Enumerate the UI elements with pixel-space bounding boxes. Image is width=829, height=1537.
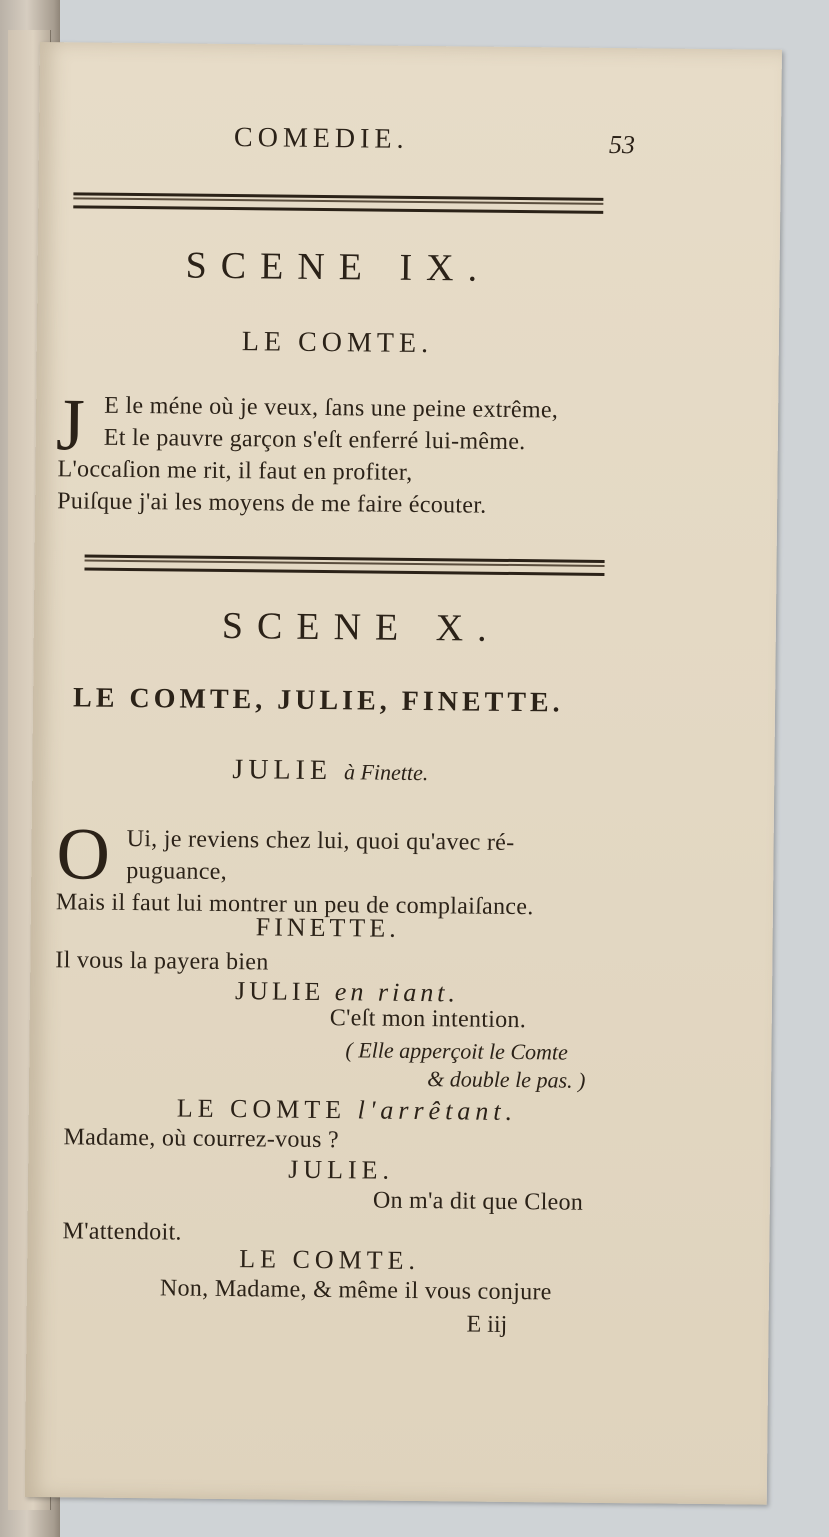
page-number: 53 bbox=[608, 129, 636, 160]
verse-line: Madame, où courrez-vous ? bbox=[63, 1124, 340, 1154]
speaker-name: LE COMTE bbox=[176, 1093, 347, 1125]
character-list: LE COMTE, JULIE, FINETTE. bbox=[72, 682, 564, 719]
speaker-heading: LE COMTE. bbox=[241, 326, 434, 360]
speaker-heading: LE COMTE. bbox=[239, 1244, 421, 1276]
speaker-heading: FINETTE. bbox=[255, 912, 400, 943]
verse-line: Mais il faut lui montrer un peu de complaiſance. bbox=[55, 889, 534, 921]
stage-direction: l'arrêtant. bbox=[357, 1095, 518, 1127]
verse-line: E le méne où je veux, ſans une peine extrême, bbox=[104, 392, 559, 424]
scene-title: SCENE IX. bbox=[185, 244, 492, 290]
verse-line: Ui, je reviens chez lui, quoi qu'avec ré- bbox=[126, 825, 515, 857]
stage-direction: à Finette. bbox=[343, 759, 429, 786]
verse-line: On m'a dit que Cleon bbox=[372, 1187, 584, 1216]
stage-direction: ( Elle apperçoit le Comte bbox=[345, 1037, 568, 1065]
verse-line: Puiſque j'ai les moyens de me faire écouter. bbox=[57, 488, 487, 519]
ornamental-rule bbox=[73, 192, 603, 214]
drop-cap: O bbox=[56, 813, 111, 896]
speaker-heading: JULIE. bbox=[288, 1154, 395, 1185]
running-head: COMEDIE. bbox=[233, 122, 409, 155]
speaker-name: JULIE bbox=[232, 754, 333, 787]
signature-mark: E iij bbox=[466, 1311, 508, 1338]
drop-cap: J bbox=[55, 384, 86, 467]
verse-line: L'occaſion me rit, il faut en profiter, bbox=[57, 456, 413, 486]
scene-title: SCENE X. bbox=[221, 604, 501, 650]
verse-line: Il vous la payera bien bbox=[55, 947, 269, 976]
stage-direction: & double le pas. ) bbox=[427, 1066, 586, 1093]
speaker-name: JULIE bbox=[234, 976, 325, 1007]
stage-direction: en riant. bbox=[334, 977, 460, 1008]
verse-line: M'attendoit. bbox=[62, 1218, 182, 1246]
speaker-heading bbox=[177, 1093, 518, 1127]
verse-line: puguance, bbox=[126, 857, 228, 886]
verse-line: Non, Madame, & même il vous conjure bbox=[159, 1275, 552, 1306]
verse-line: Et le pauvre garçon s'eſt enferré lui-même. bbox=[103, 424, 526, 456]
speaker-heading bbox=[232, 754, 428, 788]
verse-line: C'eſt mon intention. bbox=[329, 1005, 527, 1034]
speaker-heading bbox=[235, 976, 459, 1008]
book-page bbox=[25, 42, 782, 1505]
ornamental-rule bbox=[84, 554, 604, 575]
